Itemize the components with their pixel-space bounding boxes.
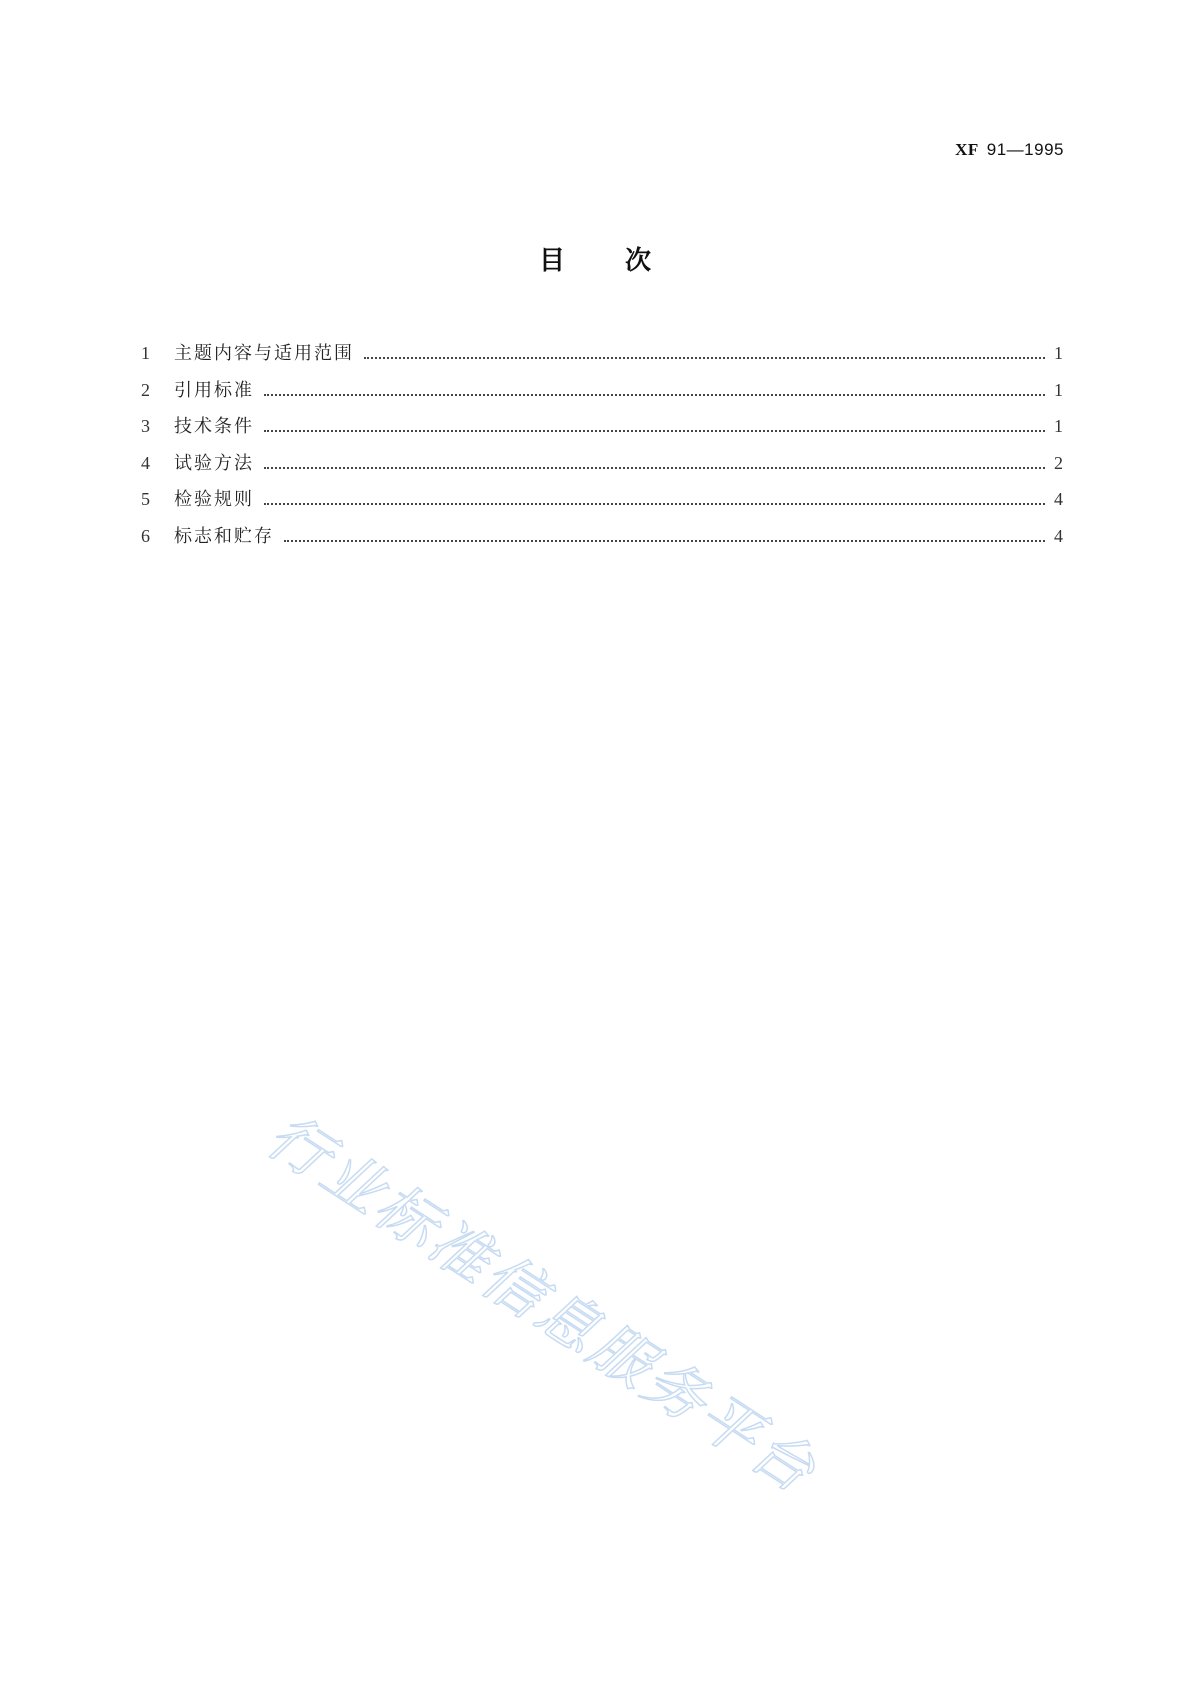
toc-entry-page: 1 [1054,343,1063,363]
standard-number: 91—1995 [986,140,1064,159]
dot-leader [284,540,1045,542]
toc-entry[interactable] [141,485,1063,522]
toc-entry-number: 3 [141,416,150,436]
toc-entry-title: 试验方法 [174,452,254,474]
dot-leader [264,394,1045,396]
toc-entry-number: 4 [141,452,150,473]
toc-entry[interactable] [141,522,1063,559]
toc-entry[interactable] [141,449,1063,486]
dot-leader [264,467,1045,469]
toc-entry-page: 1 [1054,416,1063,436]
toc-entry-number: 1 [141,343,150,363]
dot-leader [264,430,1045,432]
toc-entry-title: 检验规则 [174,489,254,510]
dot-leader [364,357,1045,359]
page-title: 目次 [538,246,711,276]
toc-entry-page: 2 [1054,452,1063,473]
toc-entry-page: 4 [1054,525,1063,546]
toc-entry-title: 标志和贮存 [174,525,274,547]
toc-entry[interactable] [141,376,1063,413]
toc-entry-title: 主题内容与适用范围 [174,343,354,364]
toc-entry[interactable] [141,412,1063,449]
watermark: 行业标准信息服务平台 [254,1100,830,1509]
standard-prefix: XF [955,140,979,159]
toc-entry-number: 5 [141,489,150,509]
table-of-contents [141,339,1063,558]
toc-entry-number: 2 [141,379,150,400]
toc-entry[interactable] [141,339,1063,376]
standard-code [955,140,1064,160]
dot-leader [264,503,1045,505]
toc-entry-title: 技术条件 [174,416,254,437]
toc-entry-title: 引用标准 [174,379,254,401]
toc-entry-number: 6 [141,525,150,546]
toc-entry-page: 1 [1054,379,1063,400]
toc-entry-page: 4 [1054,489,1063,509]
